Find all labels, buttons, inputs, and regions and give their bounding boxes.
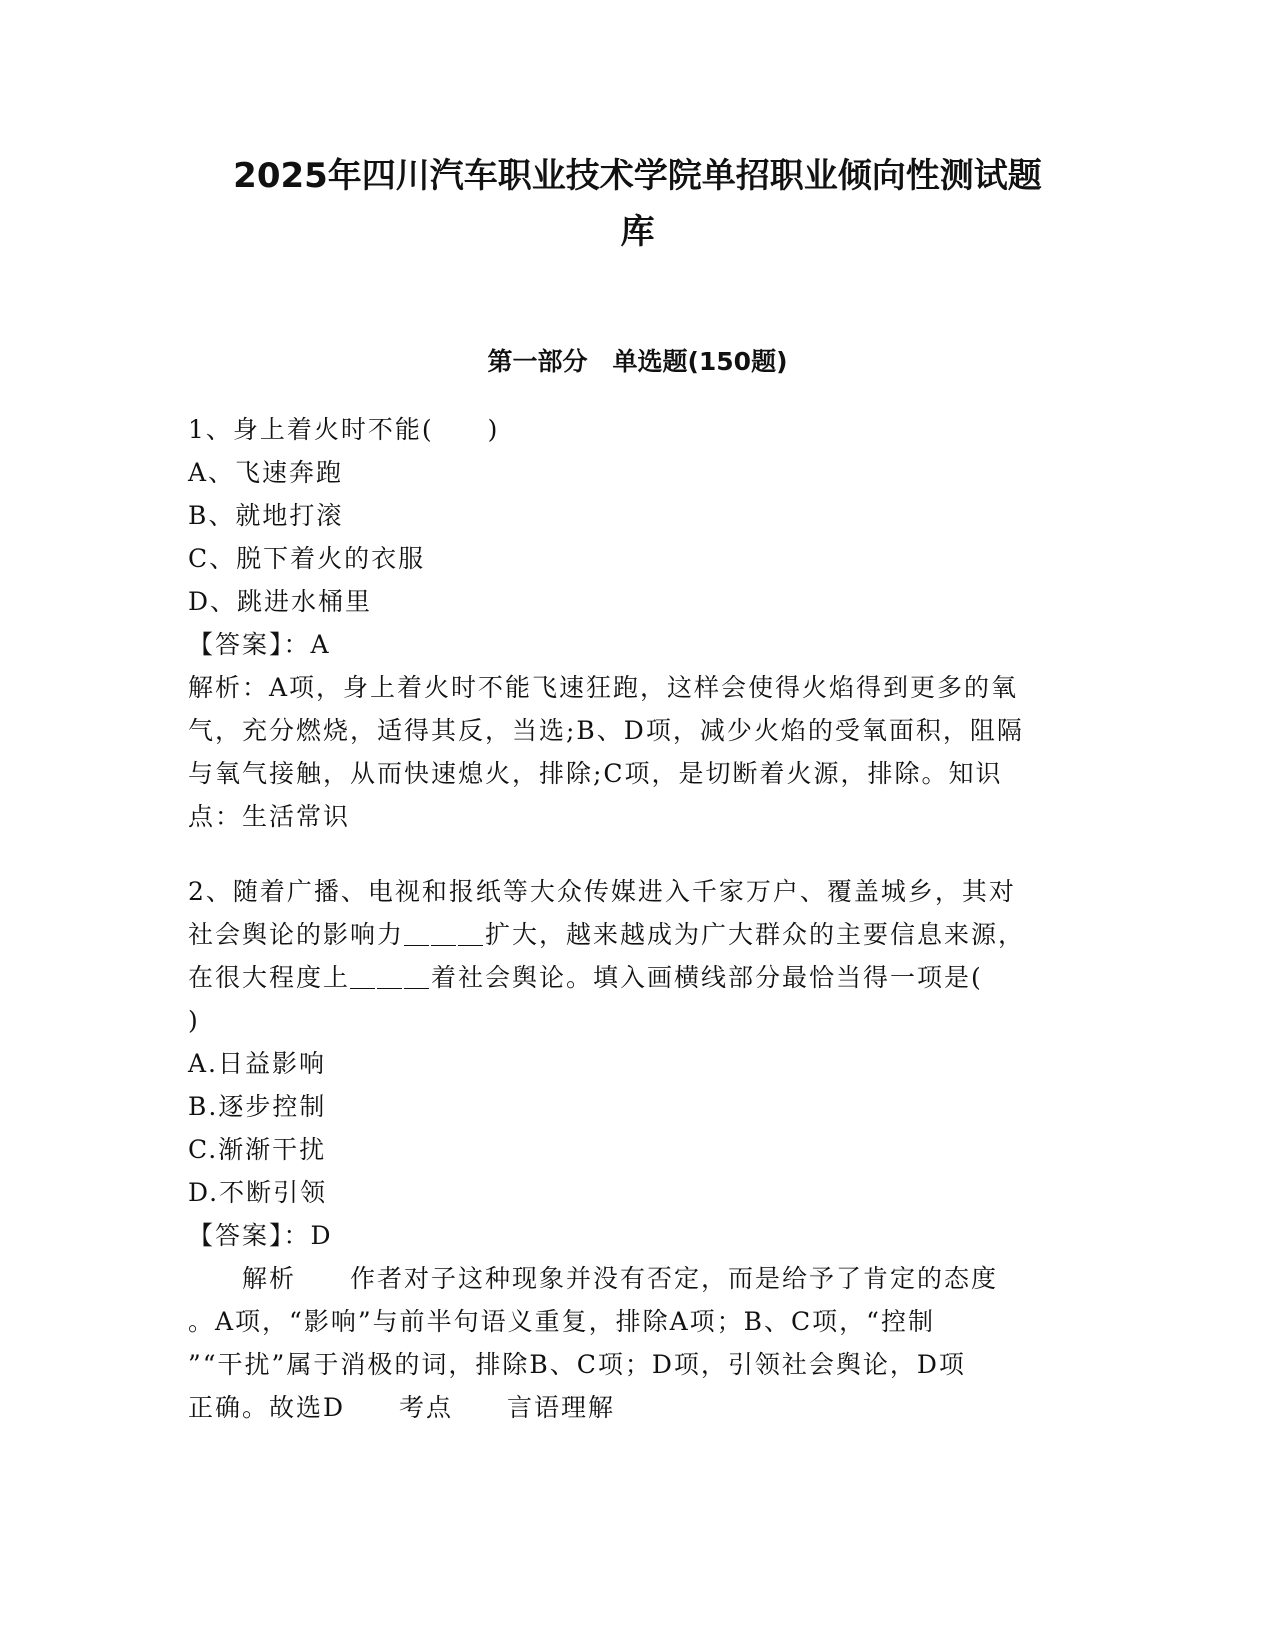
- option-b: B、就地打滚: [188, 501, 344, 530]
- question-stem: 1、身上着火时不能( ): [188, 415, 500, 444]
- title-line-2: 库: [620, 212, 655, 252]
- option-a: A、飞速奔跑: [188, 458, 344, 487]
- question-2: [188, 870, 1078, 1429]
- analysis-line: 。A项，“影响”与前半句语义重复，排除A项；B、C项，“控制: [188, 1307, 935, 1336]
- analysis-line: 解析 作者对子这种现象并没有否定，而是给予了肯定的态度: [188, 1264, 999, 1293]
- analysis-line: 与氧气接触，从而快速熄火，排除;C项，是切断着火源，排除。知识: [188, 759, 1003, 788]
- option-d: D.不断引领: [188, 1178, 328, 1207]
- option-a: A.日益影响: [188, 1049, 327, 1078]
- answer-label: 【答案】：A: [188, 630, 331, 659]
- answer-label: 【答案】：D: [188, 1221, 333, 1250]
- analysis-line: 点：生活常识: [188, 802, 351, 831]
- title-line-1: 2025年四川汽车职业技术学院单招职业倾向性测试题: [233, 156, 1042, 196]
- question-stem: ): [188, 1006, 200, 1035]
- analysis-line: ”“干扰”属于消极的词，排除B、C项；D项，引领社会舆论，D项: [188, 1350, 966, 1379]
- question-1: [188, 408, 1078, 838]
- question-stem: 2、随着广播、电视和报纸等大众传媒进入千家万户、覆盖城乡，其对: [188, 877, 1016, 906]
- analysis-line: 气，充分燃烧，适得其反，当选;B、D项，减少火焰的受氧面积，阻隔: [188, 716, 1024, 745]
- document-title: [150, 148, 1125, 260]
- option-c: C、脱下着火的衣服: [188, 544, 426, 573]
- analysis-line: 正确。故选D 考点 言语理解: [188, 1393, 616, 1422]
- option-b: B.逐步控制: [188, 1092, 327, 1121]
- option-c: C.渐渐干扰: [188, 1135, 327, 1164]
- option-d: D、跳进水桶里: [188, 587, 373, 616]
- analysis-line: 解析：A项，身上着火时不能飞速狂跑，这样会使得火焰得到更多的氧: [188, 673, 1019, 702]
- question-stem: 社会舆论的影响力＿＿＿扩大，越来越成为广大群众的主要信息来源，: [188, 920, 1026, 949]
- question-stem: 在很大程度上＿＿＿着社会舆论。填入画横线部分最恰当得一项是(: [188, 963, 983, 992]
- section-heading: 第一部分 单选题(150题): [487, 347, 788, 376]
